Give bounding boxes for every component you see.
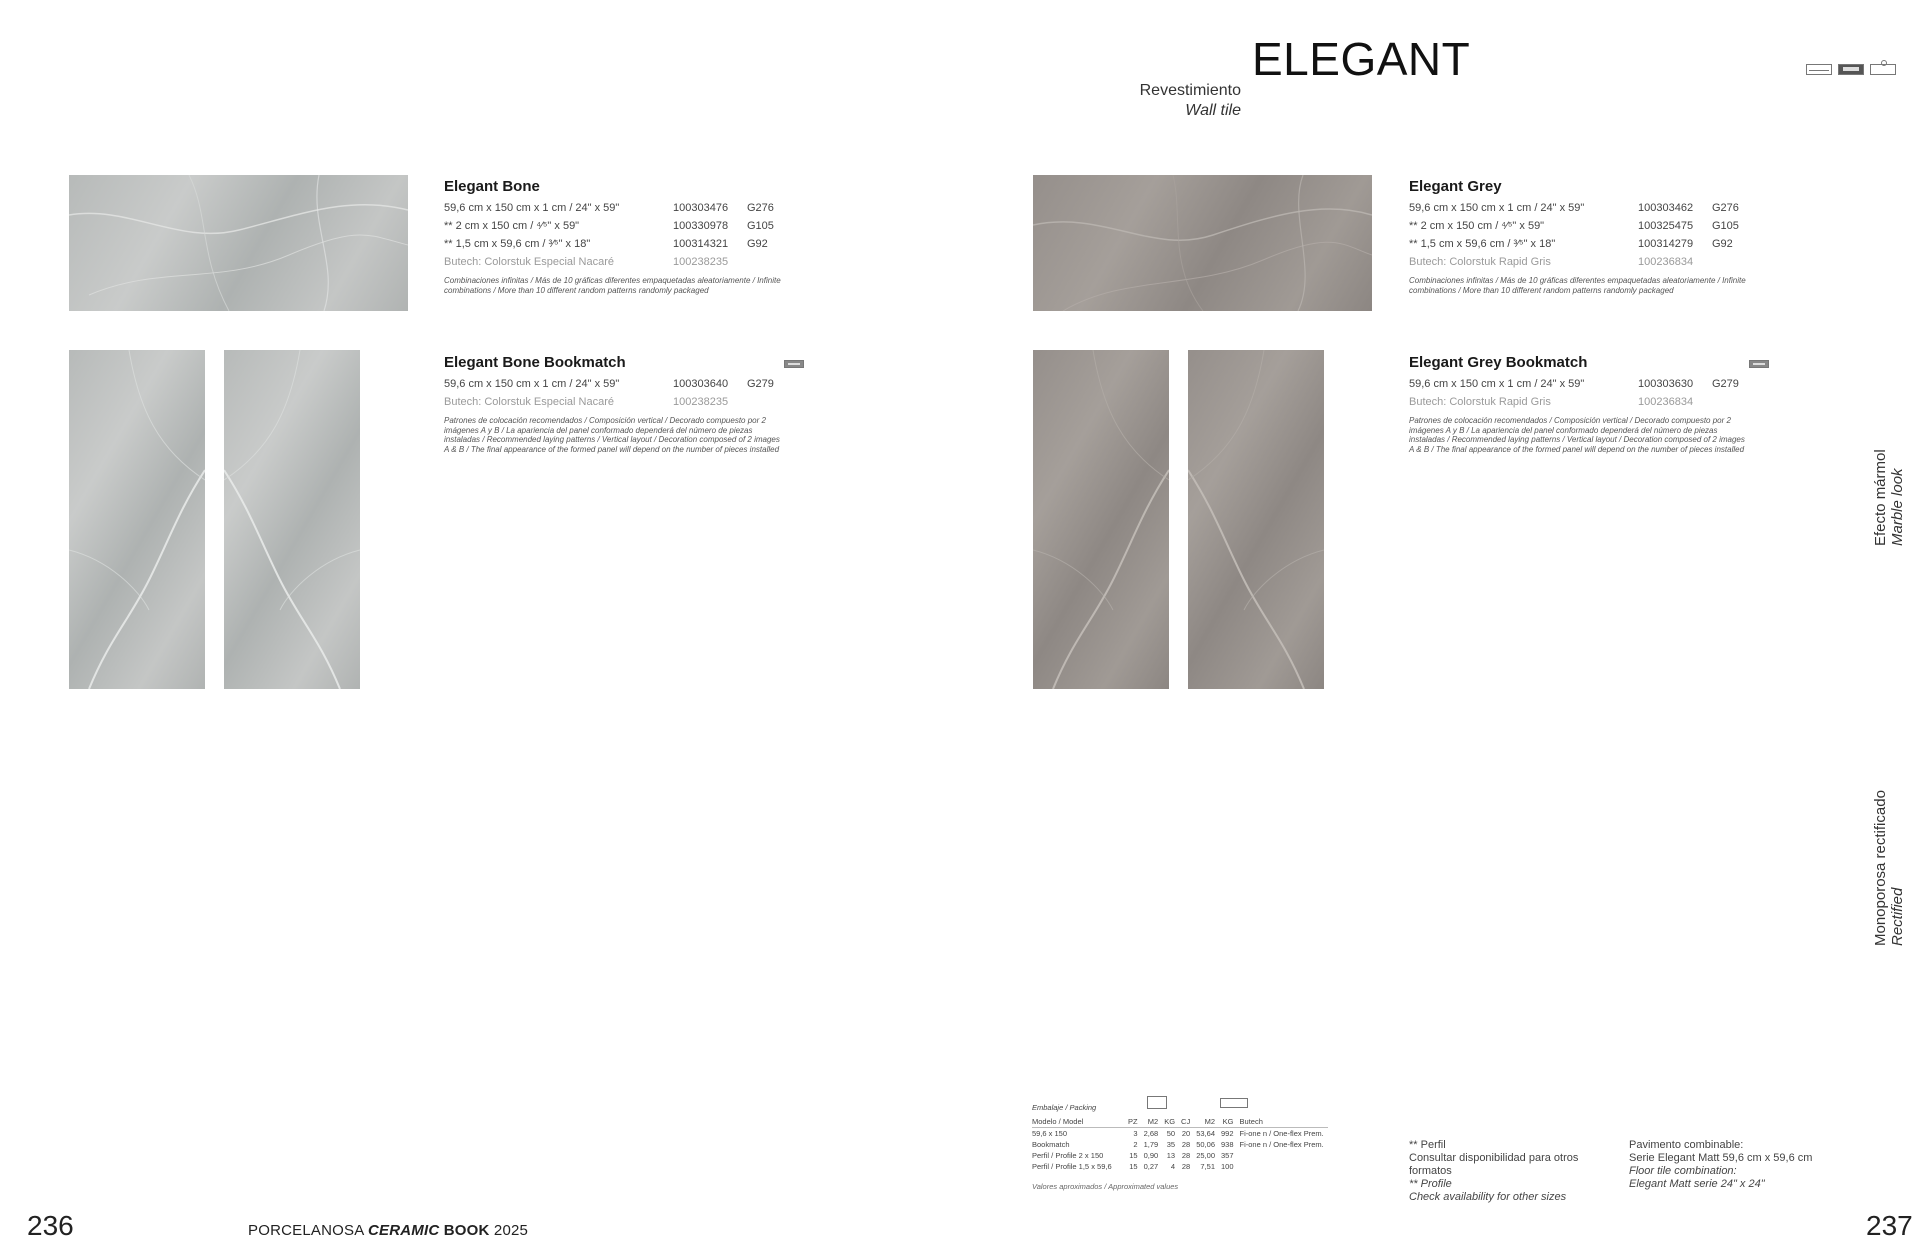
side-label-rectified bbox=[1872, 790, 1906, 946]
page-number-left: 236 bbox=[27, 1210, 74, 1241]
product-elegant-grey-bookmatch bbox=[1409, 354, 1769, 454]
profile-footnote bbox=[1409, 1139, 1609, 1204]
bookmatch-icon bbox=[1749, 360, 1769, 368]
butech-desc: Butech: Colorstuk Rapid Gris bbox=[1409, 256, 1551, 268]
subtitle-es: Revestimiento bbox=[1139, 82, 1241, 99]
table-cell: 35 bbox=[1166, 1140, 1176, 1149]
footnote-floor-text-es: Serie Elegant Matt 59,6 cm x 59,6 cm bbox=[1629, 1152, 1813, 1164]
product-name: Elegant Bone Bookmatch bbox=[444, 354, 626, 371]
row-code: 100303462 bbox=[1638, 202, 1694, 214]
box-icon bbox=[1147, 1096, 1167, 1109]
bookmatch-icon bbox=[784, 360, 804, 368]
side-label-marble-es: Efecto mármol bbox=[1872, 449, 1889, 546]
row-desc: 59,6 cm x 150 cm x 1 cm / 24" x 59" bbox=[444, 202, 620, 214]
tile-format-icon bbox=[1806, 64, 1832, 75]
table-cell: 15 bbox=[1129, 1162, 1138, 1171]
table-cell: 3 bbox=[1133, 1129, 1138, 1138]
table-header: PZ bbox=[1128, 1116, 1144, 1128]
table-cell: 20 bbox=[1181, 1129, 1191, 1138]
row-desc: ** 1,5 cm x 59,6 cm / ³⁄⁵" x 18" bbox=[1409, 238, 1556, 250]
row-code: 100325475 bbox=[1638, 220, 1694, 232]
product-name: Elegant Bone bbox=[444, 178, 540, 195]
row-code: 100330978 bbox=[673, 220, 729, 232]
footnote-floor-title-en: Floor tile combination: bbox=[1629, 1165, 1737, 1177]
product-row bbox=[444, 238, 804, 256]
butech-desc: Butech: Colorstuk Rapid Gris bbox=[1409, 396, 1551, 408]
product-row bbox=[444, 202, 804, 220]
table-header: Butech bbox=[1240, 1116, 1328, 1128]
table-cell: 0,90 bbox=[1143, 1151, 1159, 1160]
rectified-icon bbox=[1838, 64, 1864, 75]
side-label-marble bbox=[1872, 449, 1906, 546]
product-row bbox=[1409, 378, 1769, 396]
elegant-bone-bookmatch-b-image bbox=[224, 350, 360, 689]
product-elegant-grey bbox=[1409, 178, 1769, 295]
butech-code: 100238235 bbox=[673, 256, 729, 268]
row-desc: ** 2 cm x 150 cm / ⁴⁄⁵" x 59" bbox=[1409, 220, 1545, 232]
table-header: Modelo / Model bbox=[1032, 1116, 1128, 1128]
table-header-row bbox=[1032, 1116, 1328, 1128]
elegant-bone-bookmatch-a-image bbox=[69, 350, 205, 689]
butech-code: 100236834 bbox=[1638, 396, 1694, 408]
side-label-rectified-es: Monoporosa rectificado bbox=[1872, 790, 1889, 946]
table-cell: 1,79 bbox=[1143, 1140, 1159, 1149]
product-row bbox=[444, 220, 804, 238]
table-cell: 50 bbox=[1166, 1129, 1176, 1138]
table-header: CJ bbox=[1181, 1116, 1196, 1128]
packing-title: Embalaje / Packing bbox=[1032, 1103, 1097, 1112]
footnote-profile-text: Check availability for other sizes bbox=[1409, 1191, 1567, 1203]
brand-name: PORCELANOSA bbox=[248, 1222, 364, 1239]
row-desc: 59,6 cm x 150 cm x 1 cm / 24" x 59" bbox=[1409, 378, 1585, 390]
row-code: 100314279 bbox=[1638, 238, 1694, 250]
table-cell: 2 bbox=[1133, 1140, 1138, 1149]
table-header: KG bbox=[1164, 1116, 1181, 1128]
page-title: ELEGANT bbox=[1252, 33, 1471, 85]
butech-row bbox=[444, 396, 804, 414]
profile-icon bbox=[1870, 64, 1896, 75]
row-desc: 59,6 cm x 150 cm x 1 cm / 24" x 59" bbox=[444, 378, 620, 390]
row-code: 100303640 bbox=[673, 378, 729, 390]
footnote-floor-text-en: Elegant Matt serie 24" x 24" bbox=[1629, 1178, 1765, 1190]
footnote-perfil-title: ** Perfil bbox=[1409, 1139, 1446, 1151]
table-cell: 28 bbox=[1181, 1151, 1191, 1160]
product-name: Elegant Grey bbox=[1409, 178, 1502, 195]
table-cell: 100 bbox=[1221, 1162, 1234, 1171]
butech-code: 100238235 bbox=[673, 396, 729, 408]
table-cell: 992 bbox=[1221, 1129, 1234, 1138]
elegant-grey-tile-image bbox=[1033, 175, 1372, 311]
butech-desc: Butech: Colorstuk Especial Nacaré bbox=[444, 256, 614, 268]
product-note: Combinaciones infinitas / Más de 10 gráficas diferentes empaquetadas aleatoriamente / Infinite combinations / More than 10 different random patterns randomly packaged bbox=[444, 276, 781, 295]
butech-row bbox=[444, 256, 804, 274]
product-elegant-bone-bookmatch bbox=[444, 354, 804, 454]
brand-year: 2025 bbox=[493, 1222, 529, 1239]
table-cell: 15 bbox=[1129, 1151, 1138, 1160]
row-grade: G92 bbox=[747, 238, 768, 250]
table-cell: 28 bbox=[1181, 1140, 1191, 1149]
table-cell: 53,64 bbox=[1196, 1129, 1215, 1138]
row-grade: G105 bbox=[1712, 220, 1739, 232]
side-label-rectified-en: Rectified bbox=[1889, 887, 1906, 946]
row-grade: G276 bbox=[1712, 202, 1739, 214]
butech-row bbox=[1409, 256, 1769, 274]
table-cell: 357 bbox=[1221, 1151, 1234, 1160]
table-cell bbox=[1240, 1150, 1328, 1161]
table-row bbox=[1032, 1139, 1328, 1150]
table-cell: 13 bbox=[1166, 1151, 1176, 1160]
table-cell bbox=[1240, 1161, 1328, 1172]
row-grade: G92 bbox=[1712, 238, 1733, 250]
packing-footnote: Valores aproximados / Approximated values bbox=[1032, 1182, 1179, 1191]
table-row bbox=[1032, 1128, 1328, 1140]
brand-book: BOOK bbox=[443, 1222, 490, 1239]
elegant-grey-bookmatch-b-image bbox=[1188, 350, 1324, 689]
subtitle-en: Wall tile bbox=[1185, 102, 1241, 119]
footnote-perfil-text: Consultar disponibilidad para otros formatos bbox=[1409, 1152, 1579, 1177]
table-cell: 25,00 bbox=[1196, 1151, 1215, 1160]
table-cell: 50,06 bbox=[1196, 1140, 1215, 1149]
footnote-profile-title: ** Profile bbox=[1409, 1178, 1452, 1190]
table-cell: Perfil / Profile 2 x 150 bbox=[1032, 1151, 1104, 1160]
table-cell: 4 bbox=[1170, 1162, 1176, 1171]
table-cell: 0,27 bbox=[1143, 1162, 1159, 1171]
row-grade: G105 bbox=[747, 220, 774, 232]
product-name: Elegant Grey Bookmatch bbox=[1409, 354, 1588, 371]
product-note: Patrones de colocación recomendados / Composición vertical / Decorado compuesto por 2 imágenes A y B / La apariencia del panel conformado dependerá del número de piezas instaladas / Recommended laying patterns / Vertical layout / Decoration composed of 2 images A & B / The final appearance of the formed panel will depend on the number of pieces installed bbox=[1409, 416, 1745, 454]
product-row bbox=[1409, 238, 1769, 256]
row-code: 100303630 bbox=[1638, 378, 1694, 390]
table-cell: 59,6 x 150 bbox=[1032, 1129, 1068, 1138]
table-cell: 28 bbox=[1181, 1162, 1191, 1171]
brand-ceramic: CERAMIC bbox=[367, 1222, 440, 1239]
table-cell: Bookmatch bbox=[1032, 1140, 1070, 1149]
header-icons bbox=[1806, 64, 1896, 75]
row-grade: G279 bbox=[1712, 378, 1739, 390]
packing-data-table bbox=[1032, 1116, 1328, 1172]
footnote-floor-title-es: Pavimento combinable: bbox=[1629, 1139, 1744, 1151]
table-cell: Perfil / Profile 1,5 x 59,6 bbox=[1032, 1162, 1112, 1171]
packing-table bbox=[1032, 1092, 1367, 1202]
product-elegant-bone bbox=[444, 178, 804, 295]
page-number-right: 237 bbox=[1866, 1210, 1913, 1241]
row-grade: G276 bbox=[747, 202, 774, 214]
row-desc: ** 2 cm x 150 cm / ⁴⁄⁵" x 59" bbox=[444, 220, 580, 232]
product-note: Combinaciones infinitas / Más de 10 gráficas diferentes empaquetadas aleatoriamente / Infinite combinations / More than 10 different random patterns randomly packaged bbox=[1409, 276, 1746, 295]
table-cell: 2,68 bbox=[1143, 1129, 1159, 1138]
pallet-icon bbox=[1220, 1098, 1248, 1108]
row-code: 100303476 bbox=[673, 202, 729, 214]
floor-combination-footnote bbox=[1629, 1139, 1829, 1191]
row-desc: ** 1,5 cm x 59,6 cm / ³⁄⁵" x 18" bbox=[444, 238, 591, 250]
row-grade: G279 bbox=[747, 378, 774, 390]
row-desc: 59,6 cm x 150 cm x 1 cm / 24" x 59" bbox=[1409, 202, 1585, 214]
row-code: 100314321 bbox=[673, 238, 729, 250]
brand-footer bbox=[248, 1222, 528, 1239]
butech-code: 100236834 bbox=[1638, 256, 1694, 268]
elegant-bone-tile-image bbox=[69, 175, 408, 311]
elegant-grey-bookmatch-a-image bbox=[1033, 350, 1169, 689]
table-header: M2 bbox=[1144, 1116, 1165, 1128]
product-row bbox=[1409, 202, 1769, 220]
table-cell: Fi-one n / One-flex Prem. bbox=[1239, 1129, 1324, 1138]
product-row bbox=[1409, 220, 1769, 238]
table-row bbox=[1032, 1161, 1328, 1172]
side-label-marble-en: Marble look bbox=[1889, 468, 1906, 546]
table-row bbox=[1032, 1150, 1328, 1161]
table-cell: 938 bbox=[1221, 1140, 1234, 1149]
butech-desc: Butech: Colorstuk Especial Nacaré bbox=[444, 396, 614, 408]
product-row bbox=[444, 378, 804, 396]
product-note: Patrones de colocación recomendados / Composición vertical / Decorado compuesto por 2 imágenes A y B / La apariencia del panel conformado dependerá del número de piezas instaladas / Recommended laying patterns / Vertical layout / Decoration composed of 2 images A & B / The final appearance of the formed panel will depend on the number of pieces installed bbox=[444, 416, 780, 454]
table-cell: Fi-one n / One-flex Prem. bbox=[1239, 1140, 1324, 1149]
butech-row bbox=[1409, 396, 1769, 414]
table-header: KG bbox=[1221, 1116, 1240, 1128]
table-cell: 7,51 bbox=[1200, 1162, 1215, 1171]
table-header: M2 bbox=[1196, 1116, 1221, 1128]
